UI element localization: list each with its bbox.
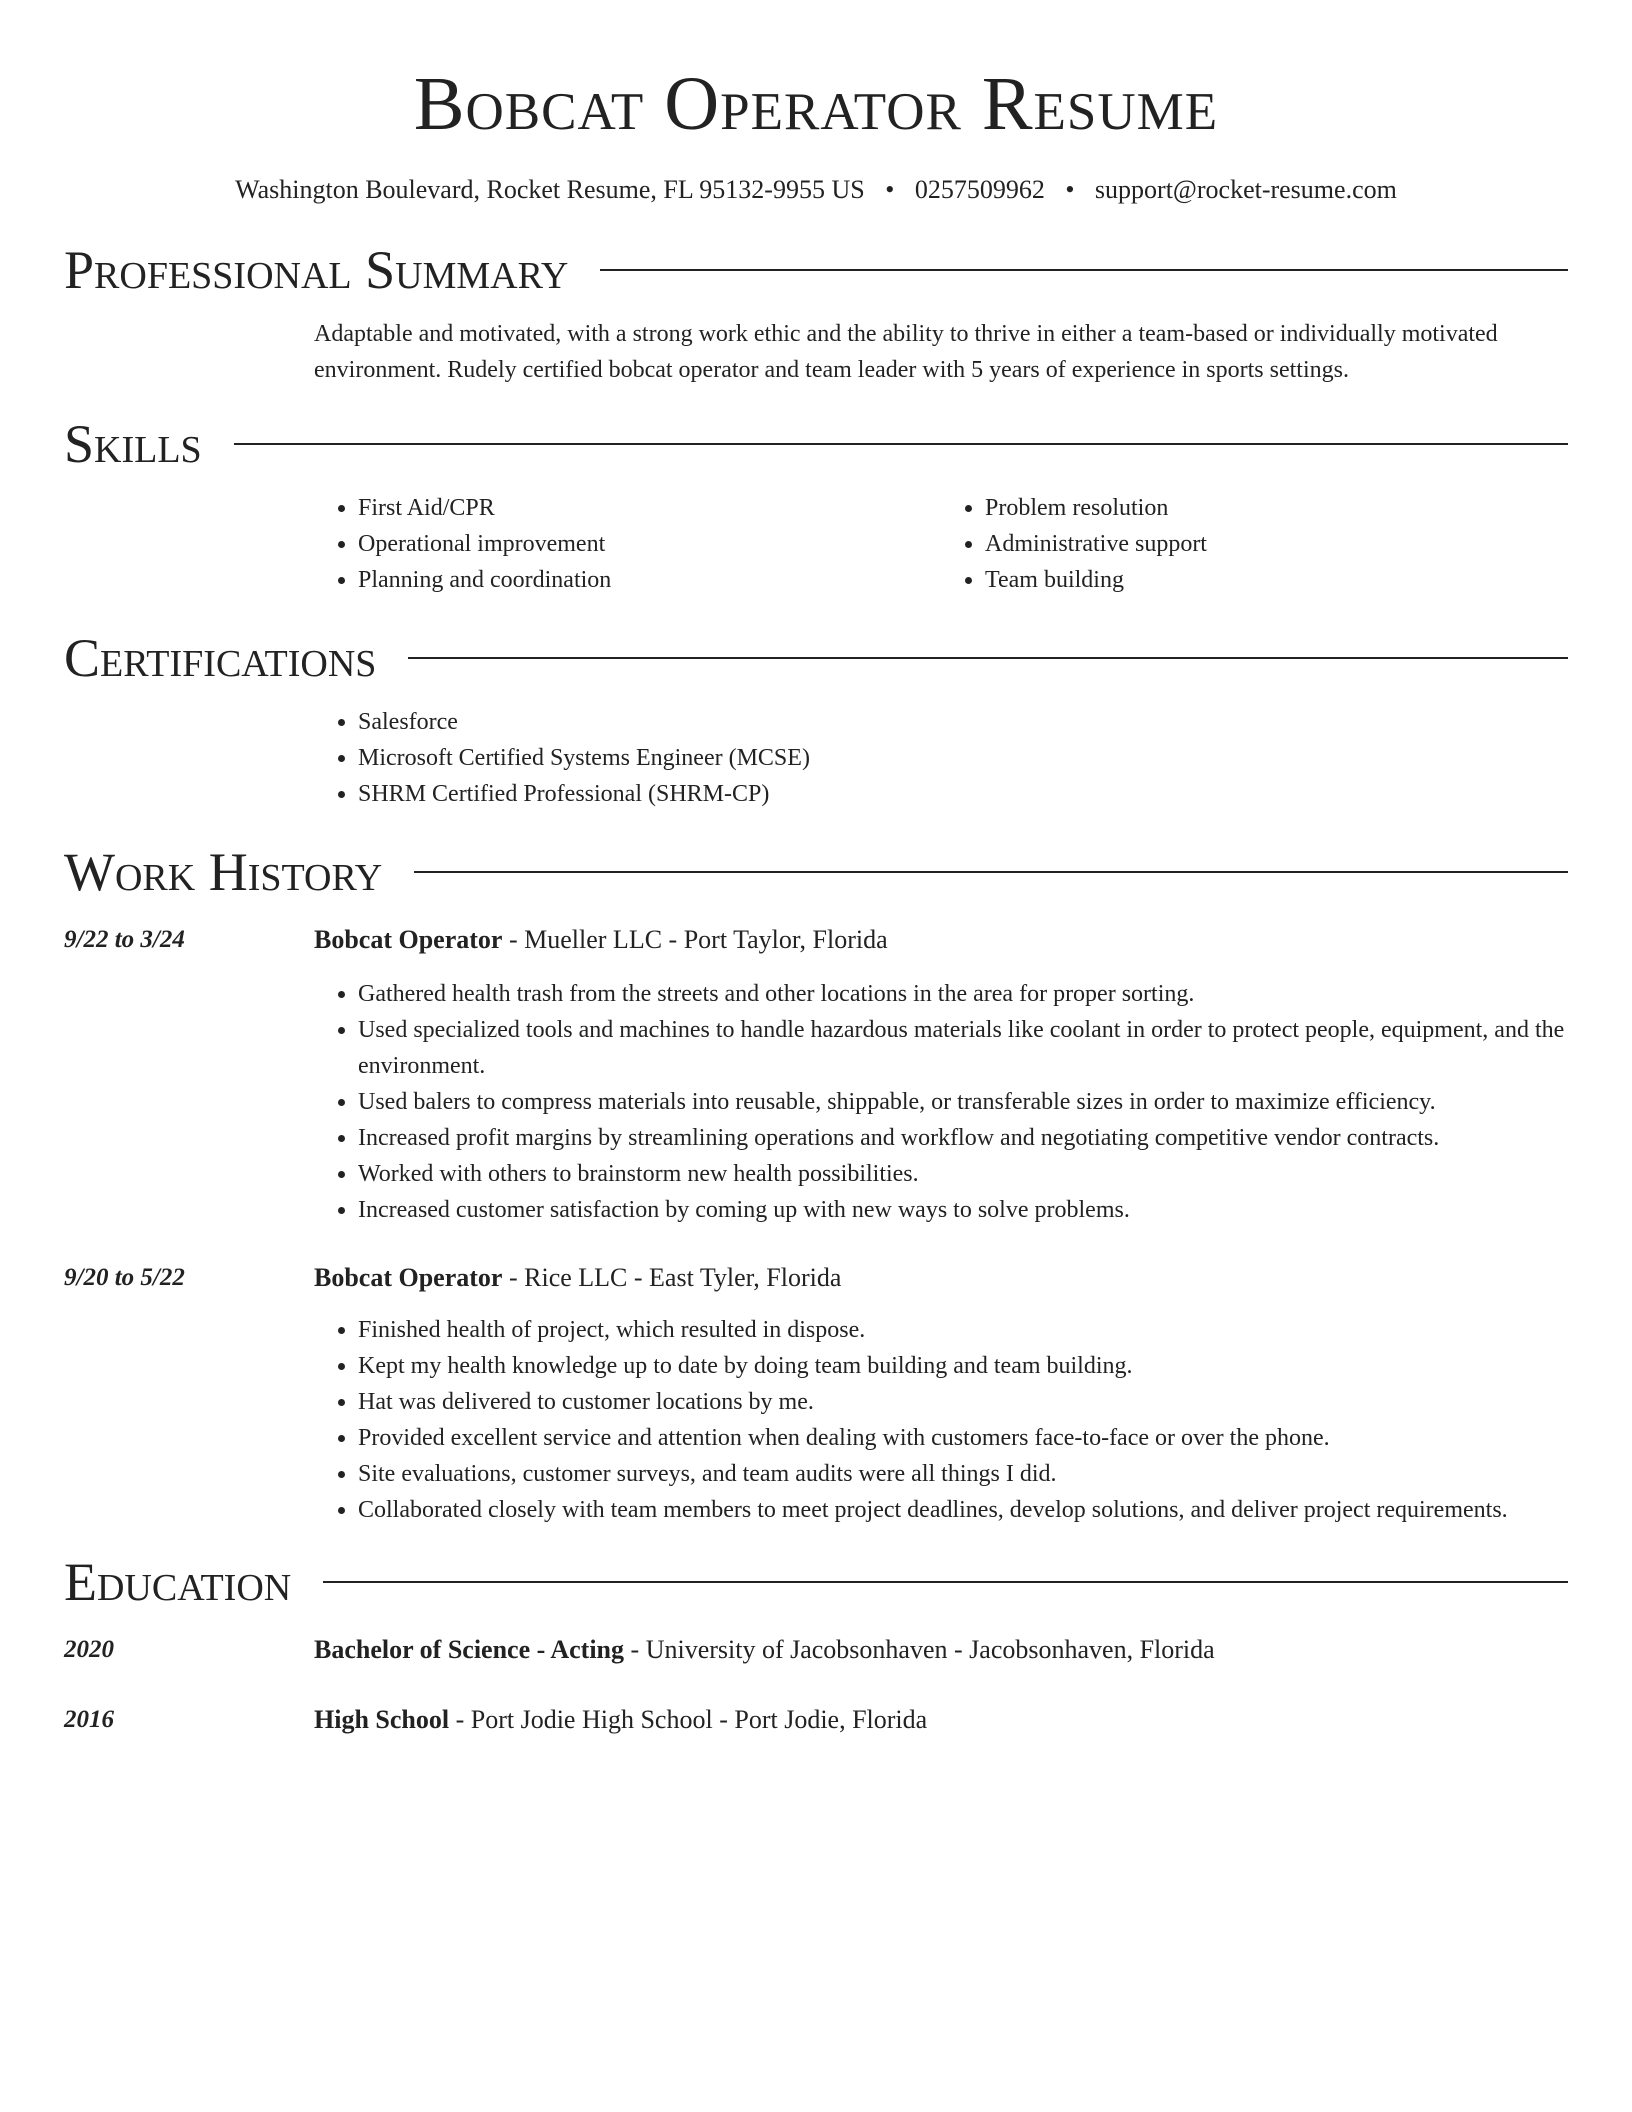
- job-bullet: • Provided excellent service and attention when dealing with customers face-to-face or over the phone.: [358, 1420, 1568, 1456]
- skill-item: • Operational improvement: [358, 526, 941, 562]
- job-entry: [64, 1260, 1568, 1528]
- job-bullet: • Site evaluations, customer surveys, and team audits were all things I did.: [358, 1456, 1568, 1492]
- section-title-skills: Skills: [64, 414, 202, 474]
- education-degree: Bachelor of Science - Acting: [314, 1635, 625, 1664]
- job-bullet: • Hat was delivered to customer locations by me.: [358, 1384, 1568, 1420]
- contact-address: Washington Boulevard, Rocket Resume, FL 95132-9955 US: [235, 175, 865, 204]
- skills-list-left: [314, 490, 941, 598]
- job-bullet-list: [314, 1312, 1568, 1528]
- job-heading: [314, 922, 1568, 958]
- resume-title: Bobcat Operator Resume: [413, 62, 1219, 146]
- section-header: [64, 626, 1568, 690]
- job-header: [64, 922, 1568, 958]
- skills-section: [64, 412, 1568, 598]
- education-entry: [64, 1632, 1568, 1668]
- certification-item: • SHRM Certified Professional (SHRM-CP): [358, 776, 1568, 812]
- section-divider: [408, 657, 1568, 659]
- education-heading: [314, 1632, 1568, 1668]
- contact-email[interactable]: support@rocket-resume.com: [1094, 175, 1397, 204]
- education-year: 2016: [64, 1706, 114, 1733]
- skill-item: • First Aid/CPR: [358, 490, 941, 526]
- job-details: - Mueller LLC - Port Taylor, Florida: [502, 925, 888, 954]
- job-bullet: • Collaborated closely with team members to meet project deadlines, develop solutions, and deliver project requirements.: [358, 1492, 1568, 1528]
- job-bullets: [64, 976, 1568, 1228]
- certification-item: • Microsoft Certified Systems Engineer (MCSE): [358, 740, 1568, 776]
- section-header: [64, 238, 1568, 302]
- section-title-work-history: Work History: [64, 842, 383, 902]
- job-bullet: • Increased customer satisfaction by coming up with new ways to solve problems.: [358, 1192, 1568, 1228]
- job-title: Bobcat Operator: [314, 925, 503, 954]
- education-degree: High School: [314, 1705, 450, 1734]
- section-title-education: Education: [64, 1552, 292, 1612]
- job-details: - Rice LLC - East Tyler, Florida: [502, 1263, 842, 1292]
- section-header: [64, 1550, 1568, 1614]
- section-header: [64, 412, 1568, 476]
- job-title: Bobcat Operator: [314, 1263, 503, 1292]
- certifications-body: [64, 704, 1568, 812]
- skills-body: [64, 490, 1568, 598]
- job-bullet: • Gathered health trash from the streets and other locations in the area for proper sorting.: [358, 976, 1568, 1012]
- skill-item: • Planning and coordination: [358, 562, 941, 598]
- contact-separator: •: [1065, 175, 1075, 204]
- contact-line: [64, 172, 1568, 208]
- education-details: - Port Jodie High School - Port Jodie, Florida: [449, 1705, 928, 1734]
- certifications-list: [314, 704, 1568, 812]
- section-divider: [323, 1581, 1568, 1583]
- education-year: 2020: [64, 1636, 114, 1663]
- education-heading: [314, 1702, 1568, 1738]
- section-divider: [600, 269, 1568, 271]
- skills-list-right: [941, 490, 1568, 598]
- job-bullet: • Increased profit margins by streamlining operations and workflow and negotiating competitive vendor contracts.: [358, 1120, 1568, 1156]
- job-entry: [64, 922, 1568, 1228]
- job-bullet: • Worked with others to brainstorm new health possibilities.: [358, 1156, 1568, 1192]
- summary-section: [64, 238, 1568, 388]
- job-heading: [314, 1260, 1568, 1296]
- certification-item: • Salesforce: [358, 704, 1568, 740]
- job-bullets: [64, 1312, 1568, 1528]
- work-history-section: [64, 840, 1568, 1528]
- job-bullet: • Used specialized tools and machines to handle hazardous materials like coolant in order to protect people, equipment, and the environment.: [358, 1012, 1568, 1084]
- education-details: - University of Jacobsonhaven - Jacobsonhaven, Florida: [624, 1635, 1215, 1664]
- job-dates: 9/20 to 5/22: [64, 1264, 185, 1291]
- section-divider: [234, 443, 1568, 445]
- section-title-certifications: Certifications: [64, 628, 377, 688]
- skills-grid: [314, 490, 1568, 598]
- education-entry: [64, 1702, 1568, 1738]
- job-dates: 9/22 to 3/24: [64, 926, 185, 953]
- education-section: [64, 1550, 1568, 1738]
- job-header: [64, 1260, 1568, 1296]
- certifications-section: [64, 626, 1568, 812]
- summary-body: [64, 316, 1568, 388]
- skill-item: • Problem resolution: [985, 490, 1568, 526]
- job-bullet: • Used balers to compress materials into reusable, shippable, or transferable sizes in order to maximize efficiency.: [358, 1084, 1568, 1120]
- job-bullet: • Kept my health knowledge up to date by doing team building and team building.: [358, 1348, 1568, 1384]
- section-title-summary: Professional Summary: [64, 240, 569, 300]
- contact-phone: 0257509962: [914, 175, 1045, 204]
- contact-separator: •: [885, 175, 895, 204]
- section-divider: [414, 871, 1568, 873]
- job-bullet: • Finished health of project, which resulted in dispose.: [358, 1312, 1568, 1348]
- job-bullet-list: [314, 976, 1568, 1228]
- skill-item: • Administrative support: [985, 526, 1568, 562]
- section-header: [64, 840, 1568, 904]
- skill-item: • Team building: [985, 562, 1568, 598]
- summary-text: Adaptable and motivated, with a strong work ethic and the ability to thrive in either a team-based or individually motivated environment. Rudely certified bobcat operator and team leader with 5 years of experience in sports settings.: [314, 321, 1498, 383]
